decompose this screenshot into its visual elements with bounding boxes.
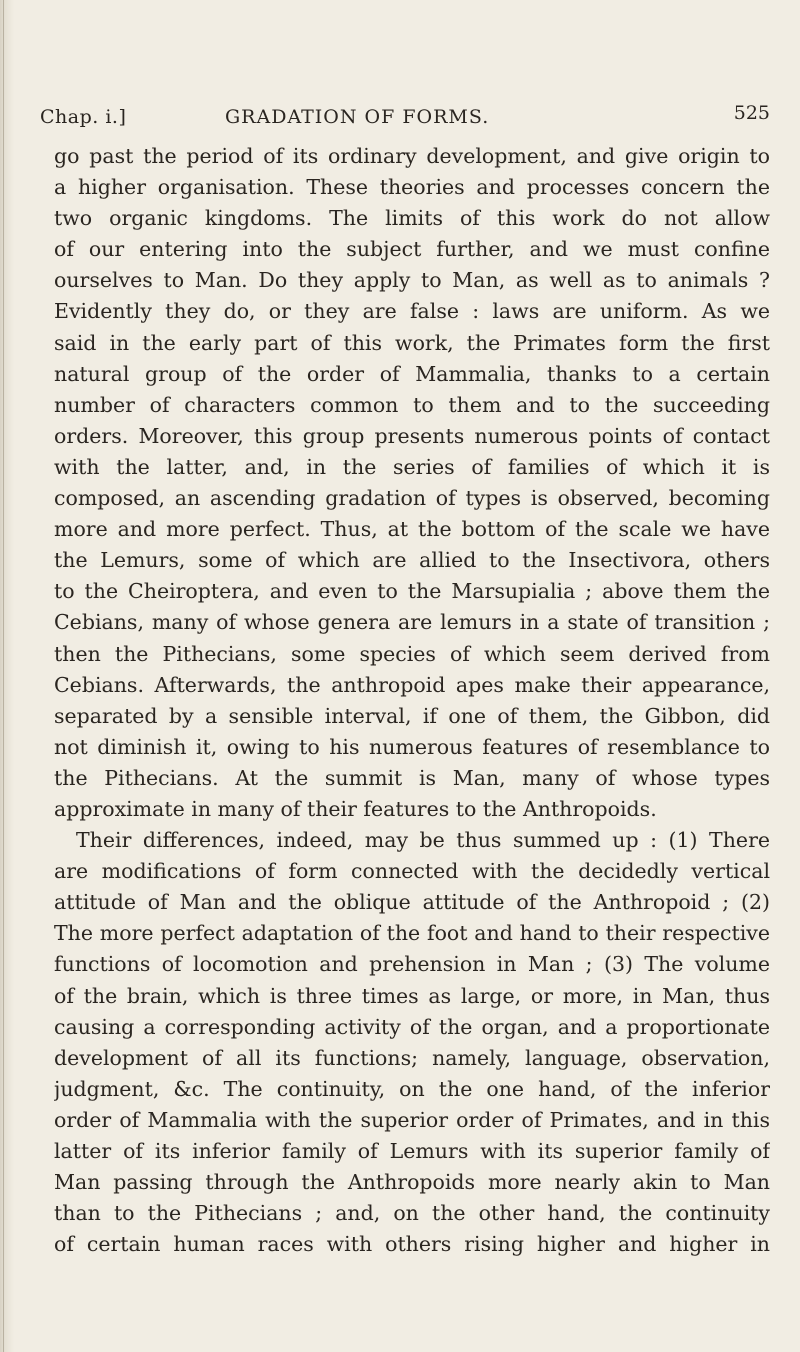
page-title: GRADATION OF FORMS. <box>225 106 490 128</box>
text-line: development of all its functions; namely, language, observation, <box>54 1045 770 1070</box>
text-line: ourselves to Man. Do they apply to Man, as well as to animals ? <box>54 268 770 293</box>
text-line: separated by a sensible interval, if one of them, the Gibbon, did <box>54 703 770 728</box>
text-line: than to the Pithecians ; and, on the other hand, the continuity <box>54 1201 770 1226</box>
text-line: functions of locomotion and prehension in Man ; (3) The volume <box>54 952 770 977</box>
text-line: not diminish it, owing to his numerous features of resemblance to <box>54 734 770 759</box>
text-line: number of characters common to them and to the succeeding <box>54 392 770 417</box>
text-line: of the brain, which is three times as large, or more, in Man, thus <box>54 983 770 1008</box>
page-number: 525 <box>733 102 770 124</box>
text-line: said in the early part of this work, the Primates form the first <box>54 330 770 355</box>
text-line: natural group of the order of Mammalia, thanks to a certain <box>54 361 770 386</box>
text-line: the Pithecians. At the summit is Man, many of whose types <box>54 765 770 790</box>
text-line: a higher organisation. These theories and processes concern the <box>54 175 770 200</box>
text-line: Cebians. Afterwards, the anthropoid apes make their appearance, <box>54 672 770 697</box>
text-line: more and more perfect. Thus, at the bottom of the scale we have <box>54 517 770 542</box>
text-line: causing a corresponding activity of the organ, and a proportionate <box>54 1014 770 1039</box>
text-line: to the Cheiroptera, and even to the Marsupialia ; above them the <box>54 579 770 604</box>
text-line: two organic kingdoms. The limits of this work do not allow <box>54 206 770 231</box>
text-line: Man passing through the Anthropoids more nearly akin to Man <box>54 1170 770 1195</box>
text-line: the Lemurs, some of which are allied to the Insectivora, others <box>54 548 770 573</box>
text-line: attitude of Man and the oblique attitude of the Anthropoid ; (2) <box>54 890 770 915</box>
text-line: composed, an ascending gradation of types is observed, becoming <box>54 486 770 511</box>
text-line: order of Mammalia with the superior order of Primates, and in this <box>54 1107 770 1132</box>
chapter-reference: Chap. i.] <box>40 106 127 128</box>
text-line: with the latter, and, in the series of families of which it is <box>54 454 770 479</box>
body-text <box>54 141 770 1260</box>
text-line: are modifications of form connected with the decidedly vertical <box>54 859 770 884</box>
text-line: orders. Moreover, this group presents numerous points of contact <box>54 423 770 448</box>
text-line: Evidently they do, or they are false : laws are uniform. As we <box>54 299 770 324</box>
text-line: Cebians, many of whose genera are lemurs in a state of transition ; <box>54 610 770 635</box>
text-line: then the Pithecians, some species of which seem derived from <box>54 641 770 666</box>
running-head <box>40 102 770 138</box>
text-line: of our entering into the subject further, and we must confine <box>54 237 770 262</box>
text-line: judgment, &c. The continuity, on the one hand, of the inferior <box>54 1076 770 1101</box>
text-line: The more perfect adaptation of the foot and hand to their respective <box>54 921 770 946</box>
text-line: approximate in many of their features to the Anthropoids. <box>54 796 657 821</box>
text-line: go past the period of its ordinary development, and give origin to <box>54 144 770 168</box>
text-line: latter of its inferior family of Lemurs with its superior family of <box>54 1139 770 1163</box>
page-edge-line <box>3 0 4 1352</box>
text-line: of certain human races with others rising higher and higher in <box>54 1232 770 1257</box>
paragraph-first-line: Their differences, indeed, may be thus summed up : (1) There <box>76 828 770 853</box>
